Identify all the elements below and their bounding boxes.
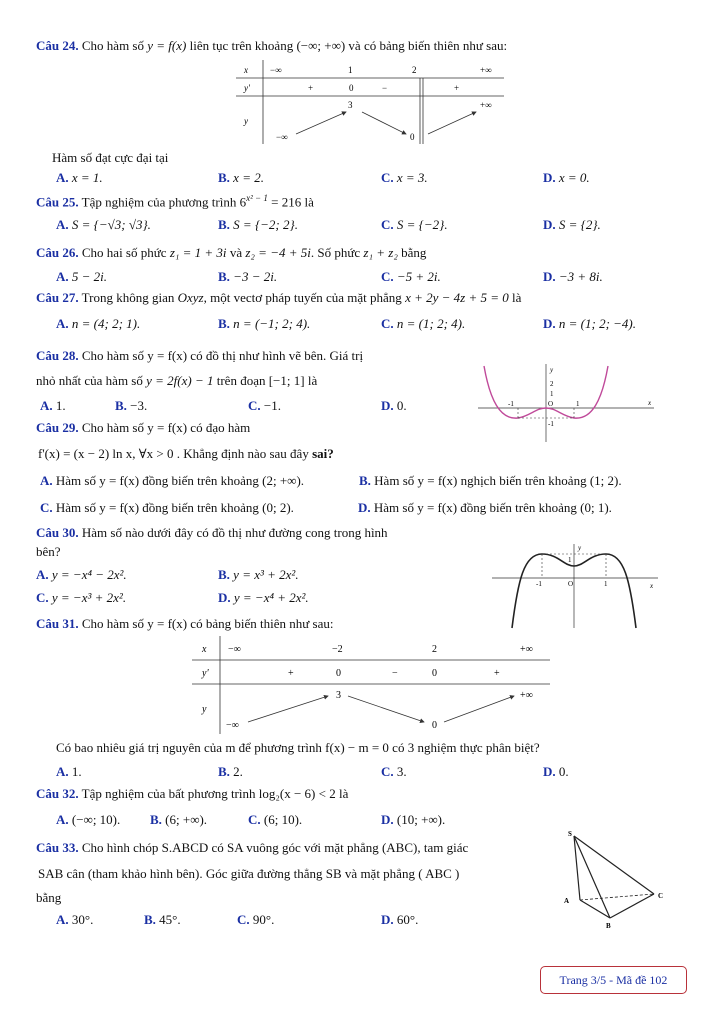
- q26-option-c[interactable]: [381, 269, 441, 285]
- q33-option-a[interactable]: [56, 912, 93, 928]
- q29-line2: [38, 446, 334, 462]
- q32-option-d[interactable]: [381, 812, 445, 828]
- q31-sign-0: +: [288, 668, 294, 679]
- option-label: C.: [381, 217, 394, 232]
- q30-graph: [488, 540, 664, 630]
- option-text: 1.: [55, 398, 66, 413]
- q24-variation-table: [236, 60, 504, 144]
- option-text: 1.: [71, 764, 82, 779]
- q31-x-1: −2: [332, 644, 343, 655]
- option-text: y = −x³ + 2x².: [51, 590, 127, 605]
- q26-z1: z₁ = 1 + 3i: [169, 245, 227, 260]
- q28-option-b[interactable]: [115, 398, 147, 414]
- q25-option-c[interactable]: [381, 217, 448, 233]
- q33-option-b[interactable]: [144, 912, 181, 928]
- option-label: A.: [56, 812, 69, 827]
- q29-option-d[interactable]: [358, 500, 612, 516]
- q31-option-b[interactable]: [218, 764, 243, 780]
- vertex-b: B: [606, 922, 611, 930]
- q24-sign-4: +: [454, 83, 460, 93]
- origin-label: O: [548, 400, 554, 408]
- q24-func: y = f(x): [147, 38, 187, 53]
- option-text: 60°.: [396, 912, 419, 927]
- q31-row-y: y: [202, 704, 207, 715]
- option-label: B.: [150, 812, 162, 827]
- q29-number: Câu 29.: [36, 420, 79, 435]
- option-label: D.: [543, 269, 556, 284]
- q30-option-c[interactable]: [36, 590, 126, 606]
- option-text: n = (4; 2; 1).: [71, 316, 141, 331]
- q32-option-b[interactable]: [150, 812, 207, 828]
- tick-1-x: 1: [576, 400, 580, 408]
- option-text: −1.: [263, 398, 281, 413]
- q28-option-c[interactable]: [248, 398, 281, 414]
- option-label: A.: [40, 473, 53, 488]
- option-text: Hàm số y = f(x) đồng biến trên khoảng (0; 2).: [55, 500, 294, 515]
- vertex-s: S: [568, 830, 572, 838]
- option-label: C.: [248, 398, 261, 413]
- q31-option-c[interactable]: [381, 764, 407, 780]
- q24-option-c[interactable]: [381, 170, 428, 186]
- q25-option-d[interactable]: [543, 217, 601, 233]
- q31-number: Câu 31.: [36, 616, 79, 631]
- q32-option-a[interactable]: [56, 812, 120, 828]
- page-footer: Trang 3/5 - Mã đề 102: [540, 966, 687, 994]
- q24-text-c: và có bảng biến thiên như sau:: [348, 38, 508, 53]
- option-text: (6; 10).: [263, 812, 303, 827]
- q24-row-y: y: [244, 116, 248, 126]
- q27-plane: x + 2y − 4z + 5 = 0: [405, 290, 509, 305]
- q25-number: Câu 25.: [36, 194, 79, 210]
- q28-line2-b: trên đoạn: [216, 373, 266, 388]
- q27-stem: [36, 290, 521, 306]
- option-label: D.: [381, 398, 394, 413]
- tick-2: 2: [550, 380, 554, 388]
- q27-option-b[interactable]: [218, 316, 310, 332]
- q31-y-0: 3: [336, 690, 341, 701]
- q27-option-a[interactable]: [56, 316, 140, 332]
- q31-x-3: +∞: [520, 644, 533, 655]
- option-text: (−∞; 10).: [71, 812, 121, 827]
- q28-line2-c: là: [307, 373, 318, 388]
- q31-x-2: 2: [432, 644, 437, 655]
- q27-space: Oxyz: [177, 290, 204, 305]
- tick-neg1-x: -1: [508, 400, 514, 408]
- option-text: x = 2.: [233, 170, 264, 185]
- q24-row-yp: y': [244, 83, 250, 93]
- q24-text-a: Cho hàm số: [81, 38, 144, 53]
- q28-graph: [474, 360, 660, 444]
- option-label: A.: [56, 912, 69, 927]
- option-text: −3.: [130, 398, 148, 413]
- option-text: 45°.: [159, 912, 181, 927]
- y-label: y: [550, 366, 554, 374]
- tick-1-x: 1: [604, 580, 608, 588]
- option-text: 0.: [396, 398, 407, 413]
- option-label: A.: [56, 764, 69, 779]
- q33-number: Câu 33.: [36, 840, 79, 855]
- option-label: B.: [359, 473, 371, 488]
- option-text: 0.: [558, 764, 569, 779]
- option-text: −3 + 8i.: [558, 269, 603, 284]
- q33-line2: SAB cân (tham khảo hình bên). Góc giữa đường thẳng SB và mặt phẳng ( ABC ): [38, 866, 460, 881]
- option-label: D.: [381, 912, 394, 927]
- q33-option-d[interactable]: [381, 912, 418, 928]
- q26-text-b: . Số phức: [310, 245, 361, 260]
- tick-neg1-y: -1: [548, 420, 554, 428]
- q31-sign-2: −: [392, 668, 398, 679]
- option-text: Hàm số y = f(x) đồng biến trên khoảng (2; +∞).: [55, 473, 305, 488]
- q24-number: Câu 24.: [36, 38, 79, 53]
- option-label: D.: [543, 316, 556, 331]
- q25-equation-rest: = 216 là: [271, 194, 314, 210]
- q31-variation-table: [192, 636, 550, 734]
- q26-and: và: [229, 245, 243, 260]
- q28-number: Câu 28.: [36, 348, 79, 363]
- option-text: (6; +∞).: [165, 812, 208, 827]
- q31-y-1: +∞: [520, 690, 533, 701]
- q31-option-a[interactable]: [56, 764, 82, 780]
- q26-number: Câu 26.: [36, 245, 79, 260]
- option-label: A.: [36, 567, 49, 582]
- vertex-c: C: [658, 892, 664, 900]
- option-label: C.: [381, 316, 394, 331]
- vertex-a: A: [564, 897, 570, 905]
- x-label: x: [648, 399, 652, 407]
- q28-line1: [36, 348, 363, 364]
- q25-option-b[interactable]: [218, 217, 298, 233]
- q29-line2-text: f'(x) = (x − 2) ln x, ∀x > 0 . Khẳng định nào sau đây: [38, 446, 309, 461]
- q24-x-0: −∞: [270, 65, 282, 75]
- option-text: Hàm số y = f(x) nghịch biến trên khoảng (1; 2).: [374, 473, 622, 488]
- option-label: A.: [56, 170, 69, 185]
- q25-stem: [36, 193, 314, 210]
- option-label: C.: [36, 590, 49, 605]
- q30-line1-text: Hàm số nào dưới đây có đồ thị như đường cong trong hình: [81, 525, 388, 540]
- q30-option-b[interactable]: [218, 567, 299, 583]
- q31-row-x: x: [202, 644, 207, 655]
- q31-stem: [36, 616, 333, 632]
- option-text: 2.: [233, 764, 243, 779]
- option-label: B.: [218, 567, 230, 582]
- q24-interval: (−∞; +∞): [296, 38, 346, 53]
- q24-y-1: +∞: [480, 100, 492, 110]
- option-text: Hàm số y = f(x) đồng biến trên khoảng (0; 1).: [373, 500, 612, 515]
- option-label: B.: [115, 398, 127, 413]
- q28-option-a[interactable]: [40, 398, 66, 414]
- q25-option-a[interactable]: [56, 217, 151, 233]
- q25-exponent: x² − 1: [246, 193, 268, 203]
- q28-line2-int: [−1; 1]: [268, 373, 305, 388]
- q26-option-b[interactable]: [218, 269, 277, 285]
- q28-line2-a: nhỏ nhất của hàm số: [36, 373, 143, 388]
- option-text: 3.: [396, 764, 407, 779]
- q27-number: Câu 27.: [36, 290, 79, 305]
- q24-option-a[interactable]: [56, 170, 103, 186]
- q32-option-c[interactable]: [248, 812, 302, 828]
- option-label: D.: [543, 764, 556, 779]
- option-text: x = 3.: [396, 170, 428, 185]
- q25-text: Tập nghiệm của phương trình: [81, 194, 237, 210]
- q24-y-2: −∞: [276, 132, 288, 142]
- q31-row-yp: y': [202, 668, 209, 679]
- tick-1: 1: [550, 390, 554, 398]
- q24-sign-0: +: [308, 83, 314, 93]
- q24-x-2: 2: [412, 65, 417, 75]
- option-label: B.: [218, 217, 230, 232]
- q30-number: Câu 30.: [36, 525, 79, 540]
- q29-line1-text: Cho hàm số y = f(x) có đạo hàm: [81, 420, 251, 435]
- option-label: A.: [40, 398, 53, 413]
- option-label: D.: [543, 217, 556, 232]
- q33-line1-text: Cho hình chóp S.ABCD có SA vuông góc với mặt phẳng (ABC), tam giác: [81, 840, 469, 855]
- option-text: x = 0.: [558, 170, 590, 185]
- q29-line1: [36, 420, 250, 436]
- q24-sign-1: 0: [349, 83, 354, 93]
- option-text: n = (1; 2; −4).: [558, 316, 637, 331]
- option-text: n = (1; 2; 4).: [396, 316, 466, 331]
- option-label: A.: [56, 269, 69, 284]
- q32-number: Câu 32.: [36, 786, 79, 801]
- option-label: D.: [218, 590, 231, 605]
- option-label: C.: [381, 269, 394, 284]
- q30-line1: [36, 525, 388, 541]
- q31-prompt: Có bao nhiêu giá trị nguyên của m để phương trình f(x) − m = 0 có 3 nghiệm thực phân biệt?: [56, 740, 540, 755]
- q27-text-c: là: [512, 290, 522, 305]
- q29-line2-bold: sai?: [312, 446, 334, 461]
- option-label: C.: [248, 812, 261, 827]
- q24-row-x: x: [244, 65, 248, 75]
- option-text: y = −x⁴ + 2x².: [233, 590, 309, 605]
- option-text: S = {−2; 2}.: [233, 217, 298, 232]
- q30-option-d[interactable]: [218, 590, 309, 606]
- q24-x-3: +∞: [480, 65, 492, 75]
- q26-sum: z₁ + z₂: [363, 245, 398, 260]
- q26-stem: [36, 245, 426, 261]
- q31-sign-4: +: [494, 668, 500, 679]
- q33-option-c[interactable]: [237, 912, 274, 928]
- q24-y-0: 3: [348, 100, 353, 110]
- q32-stem: [36, 786, 348, 802]
- q24-option-b[interactable]: [218, 170, 264, 186]
- option-text: S = {−2}.: [396, 217, 448, 232]
- q31-x-0: −∞: [228, 644, 241, 655]
- q24-x-1: 1: [348, 65, 353, 75]
- q29-option-b[interactable]: [359, 473, 622, 489]
- option-text: y = −x⁴ − 2x².: [51, 567, 127, 582]
- q31-sign-1: 0: [336, 668, 341, 679]
- y-label: y: [578, 544, 582, 552]
- q28-line1-text: Cho hàm số y = f(x) có đồ thị như hình vẽ bên. Giá trị: [81, 348, 364, 363]
- q24-prompt: Hàm số đạt cực đại tại: [52, 150, 169, 165]
- q27-text-b: , một vectơ pháp tuyến của mặt phẳng: [203, 290, 402, 305]
- q32-text: Tập nghiệm của bất phương trình log₂(x − 6) < 2 là: [81, 786, 349, 801]
- q24-stem: [36, 38, 507, 54]
- option-label: C.: [381, 170, 394, 185]
- q24-y-3: 0: [410, 132, 415, 142]
- option-text: 90°.: [252, 912, 275, 927]
- q31-sign-3: 0: [432, 668, 437, 679]
- origin-label: O: [568, 580, 574, 588]
- q29-option-a[interactable]: [40, 473, 304, 489]
- q31-y-2: −∞: [226, 720, 239, 731]
- q29-option-c[interactable]: [40, 500, 294, 516]
- q33-pyramid-figure: [560, 826, 670, 932]
- x-label: x: [650, 582, 654, 590]
- q33-line1: [36, 840, 468, 856]
- option-text: −3 − 2i.: [233, 269, 278, 284]
- q26-option-a[interactable]: [56, 269, 107, 285]
- q27-option-d[interactable]: [543, 316, 636, 332]
- option-text: −5 + 2i.: [396, 269, 441, 284]
- q24-text-b: liên tục trên khoảng: [189, 38, 294, 53]
- option-label: C.: [381, 764, 394, 779]
- q26-text-c: bằng: [401, 245, 427, 260]
- q30-line2: bên?: [36, 544, 61, 559]
- option-label: C.: [237, 912, 250, 927]
- tick-neg1-x: -1: [536, 580, 542, 588]
- q26-z2: z₂ = −4 + 5i: [245, 245, 311, 260]
- option-text: 5 − 2i.: [71, 269, 108, 284]
- option-text: S = {−√3; √3}.: [71, 217, 151, 232]
- option-text: (10; +∞).: [396, 812, 446, 827]
- option-label: B.: [218, 269, 230, 284]
- option-label: D.: [358, 500, 371, 515]
- option-label: A.: [56, 217, 69, 232]
- q27-option-c[interactable]: [381, 316, 465, 332]
- option-label: C.: [40, 500, 53, 515]
- option-text: y = x³ + 2x².: [233, 567, 299, 582]
- option-label: B.: [218, 170, 230, 185]
- option-label: A.: [56, 316, 69, 331]
- q28-line2: [36, 373, 317, 389]
- option-label: D.: [543, 170, 556, 185]
- q31-option-d[interactable]: [543, 764, 569, 780]
- option-label: D.: [381, 812, 394, 827]
- q30-option-a[interactable]: [36, 567, 127, 583]
- q28-line2-func: y = 2f(x) − 1: [146, 373, 214, 388]
- q28-option-d[interactable]: [381, 398, 407, 414]
- option-text: 30°.: [71, 912, 94, 927]
- q26-option-d[interactable]: [543, 269, 603, 285]
- tick-1-y: 1: [568, 556, 572, 564]
- option-label: B.: [144, 912, 156, 927]
- option-label: B.: [218, 764, 230, 779]
- q33-line3: bằng: [36, 890, 62, 905]
- option-text: x = 1.: [71, 170, 103, 185]
- q31-y-3: 0: [432, 720, 437, 731]
- option-label: B.: [218, 316, 230, 331]
- q24-option-d[interactable]: [543, 170, 590, 186]
- q25-base: 6: [239, 194, 247, 210]
- q24-sign-2: −: [382, 83, 388, 93]
- q27-text-a: Trong không gian: [81, 290, 175, 305]
- q26-text-a: Cho hai số phức: [81, 245, 167, 260]
- option-text: n = (−1; 2; 4).: [233, 316, 311, 331]
- option-text: S = {2}.: [558, 217, 601, 232]
- q31-text: Cho hàm số y = f(x) có bảng biến thiên như sau:: [81, 616, 334, 631]
